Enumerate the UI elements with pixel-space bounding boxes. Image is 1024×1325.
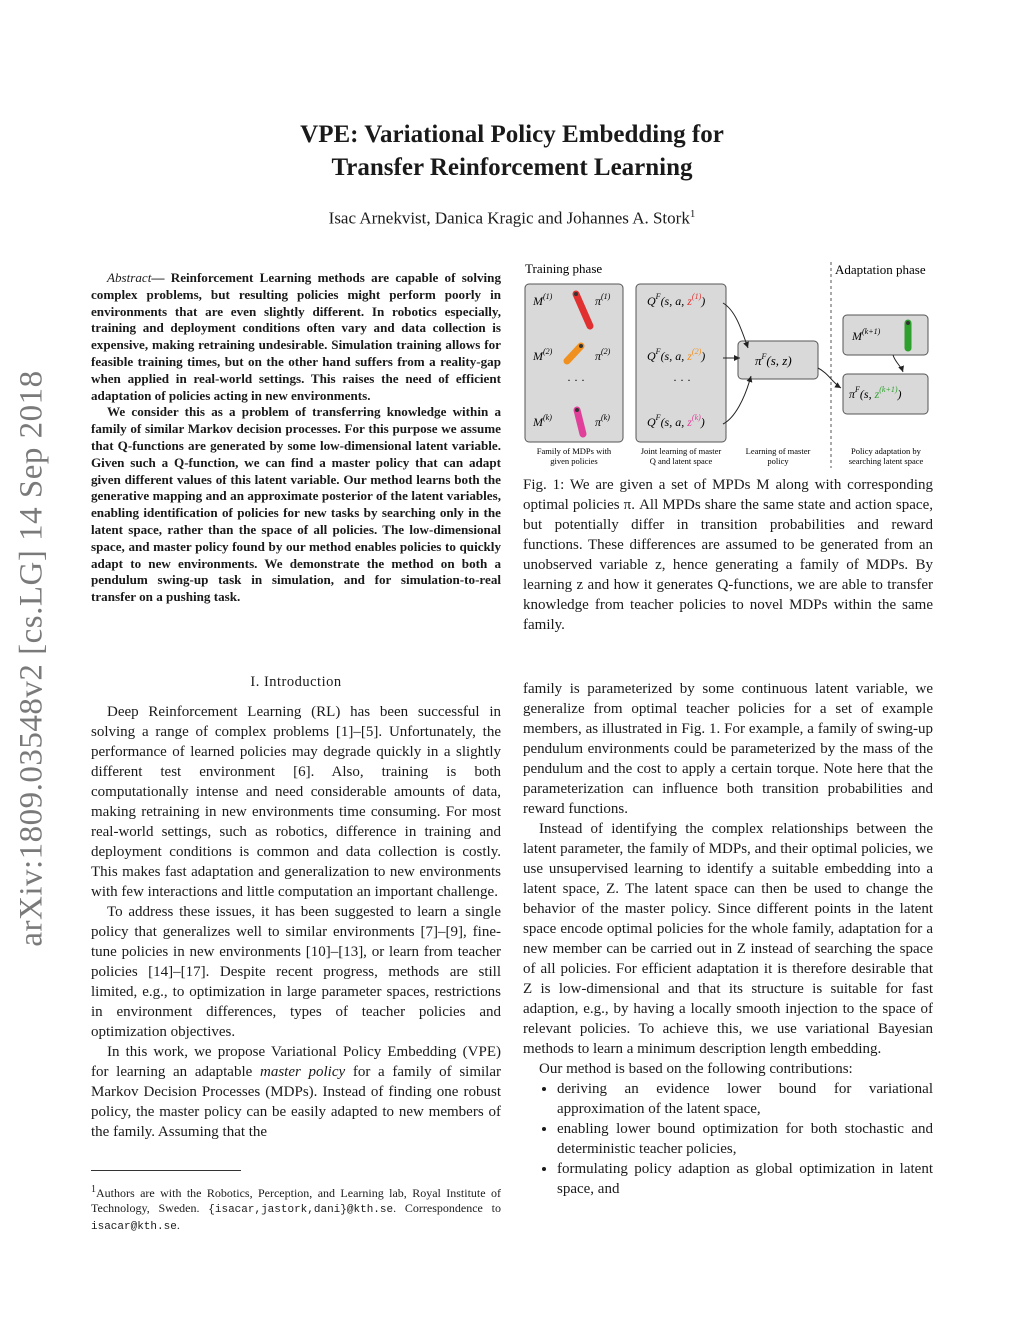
paper-title [0, 118, 1024, 184]
master-policy-label: $\pi^F(s$, z) [755, 352, 792, 368]
title-line-1: VPE: Variational Policy Embedding for [300, 121, 724, 148]
abstract-text-1: Reinforcement Learning methods are capable of solving complex problems, but resulting policies might perform poorly in environments that are even slightly different. In robotics especially, training and deployment conditions often vary and data collection is expensive, making retraining undesirable. Simulation training allows for feasible training times, but on the other hand suffers from a reality-gap when applied in real-world settings. This raises the need of efficient adaptation of policies acting in new environments. [91, 270, 501, 403]
abstract-paragraph-2: We consider this as a problem of transferring knowledge within a family of similar Markov decision processes. For this purpose we assume that Q-functions are generated by some low-dimensional latent variable. Given such a Q-function, we can find a master policy that can adapt given different values of this latent variable. Our method learns both the generative mapping and an approximate posterior of the latent variables, enabling identification of policies for new tasks by searching only in the latent space, rather than the space of all policies. The low-dimensional space, and master policy found by our method enables policies to quickly adapt to new environments. We demonstrate the method on both a pendulum swing-up task in simulation, and for simulation-to-real transfer on a pushing task. [91, 404, 501, 605]
arrow-new-mdp-to-policy [893, 355, 903, 372]
q-function-2: $Q^F(s$, a, $z^{(2)}$) [647, 347, 706, 363]
author-footnote-mark: 1 [689, 208, 696, 220]
title-line-2: Transfer Reinforcement Learning [331, 154, 693, 181]
abstract-paragraph-1 [91, 270, 501, 404]
right-paragraph-2: Instead of identifying the complex relationships between the latent parameter, the family of MDPs, and their optimal policies, we use unsupervised learning to identify a suitable embedding into a latent space, Z. The latent space can then be used to change the behavior of the master policy. Since different points in the latent space encode optimal policies for the whole family, adaptation for a new member can be carried out in Z instead of searching the space of all policies. For efficient adaptation it is therefore desirable that Z is low-dimensional and that its structure is suitable for fast adaption, e.g., by having a locally smooth injection to the space of relevant policies. To achieve this, we use variational Bayesian methods to learn a minimum description length embedding. [523, 821, 933, 1057]
policy-1-label: $\pi^{(1)}$ [595, 292, 611, 308]
mdp-k-label: $M^{(k)}$ [533, 413, 552, 429]
intro-paragraph-2: To address these issues, it has been suggested to learn a single policy that generalizes well to similar environments [7]–[9], fine-tune policies in new environments [10]–[13], or learn from teacher policies [14]–[17]. Despite recent progress, methods are still limited, e.g., to optimization in large parameter spaces, restrictions in environment differences, types of teacher policies and optimization objectives. [91, 904, 501, 1040]
contributions-list [523, 1079, 933, 1199]
arxiv-identifier: arXiv:1809.03548v2 [cs.LG] 14 Sep 2018 [13, 370, 50, 947]
intro-p3-pre: In this work, we propose Variational Policy Embedding (VPE) for learning an adaptable [91, 1044, 501, 1080]
right-paragraph-1: family is parameterized by some continuous latent variable, we generalize from optimal teacher policies for a set of example members, as illustrated in Fig. 1. For example, a family of swing-up pendulum environments could be parameterized by the mass of the pendulum and the cost to apply a certain torque. Note here that the parameterization can influence both transition probabilities and reward functions. [523, 681, 933, 817]
caption-box-4-line-1: Policy adaptation by [851, 446, 921, 456]
caption-box-1-line-2: given policies [550, 456, 598, 466]
adaptation-phase-label: Adaptation phase [835, 262, 926, 277]
mdp-k-plus-1-label: $M^{(k+1)}$ [852, 327, 881, 343]
left-column-body [91, 702, 501, 1142]
intro-paragraph-1: Deep Reinforcement Learning (RL) has been successful in solving a range of complex problems [1]–[5]. Unfortunately, the performance of learned policies may degrade quickly in a slightly different test environment [6]. Also, training is both computationally intense and need considerable amounts of data, making retraining in new environments time consuming. For most real-world settings, such as robotics, difference in training and deployment conditions is common and data collection is costly. This makes fast adaptation and generalization to new environments with few interactions and little computation an important challenge. [91, 704, 501, 900]
footnote-text-2: . Correspondence to [393, 1201, 501, 1215]
right-paragraph-3: Our method is based on the following contributions: [539, 1061, 853, 1077]
mdp-1-label: $M^{(1)}$ [533, 292, 553, 308]
footnote [91, 1182, 501, 1235]
mdp-2-label: $M^{(2)}$ [533, 347, 553, 363]
abstract-label: Abstract [107, 270, 152, 285]
caption-box-3-line-1: Learning of master [745, 446, 811, 456]
caption-box-2-line-2: Q and latent space [649, 456, 713, 466]
abstract [91, 270, 501, 606]
figure-1-caption: Fig. 1: We are given a set of MPDs M along with corresponding optimal policies π. All MPDs share the same state and action space, but potentially differ in transition probabilities and reward functions. These differences are assumed to be generated from an unobserved variable z, hence generating a family of MDPs. By learning z and how it generates Q-functions, we are able to transfer knowledge from teacher policies to novel MDPs within the same family. [523, 477, 933, 633]
footnote-divider [91, 1170, 241, 1171]
adapted-policy-label: $\pi^F(s$, $z^{(k+1)}$) [849, 385, 902, 401]
intro-p3-post: for a family of similar Markov Decision Processes (MDPs). Instead of finding one robust policy, the master policy can be easily adapted to new members of the family. Assuming that the [91, 1064, 502, 1140]
q-function-k: $Q^F(s$, a, $z^{(k)}$) [647, 413, 705, 429]
intro-p3-emphasis: master policy [259, 1064, 346, 1080]
mdp-ellipsis: · · · [567, 373, 585, 387]
adapted-policy-box [843, 374, 928, 414]
author-list [0, 208, 1024, 229]
right-column-body [523, 679, 933, 1199]
abstract-dash: — [151, 270, 165, 285]
footnote-text-3: . [176, 1218, 180, 1232]
footnote-text-1: Authors are with the Robotics, Perception, and Learning lab, Royal Institute of Technology, Sweden. [91, 1186, 501, 1215]
caption-box-2-line-1: Joint learning of master [640, 446, 722, 456]
pendulum-k-plus-1-icon [906, 321, 910, 348]
authors-text: Isac Arnekvist, Danica Kragic and Johannes A. Stork [328, 208, 690, 228]
contribution-item: • enabling lower bound optimization for both stochastic and deterministic teacher policies, [557, 1119, 933, 1159]
footnote-emails: {isacar,jastork,dani}@kth.se [208, 1204, 394, 1216]
q-ellipsis: · · · [673, 373, 691, 387]
caption-box-3-line-2: policy [767, 456, 789, 466]
policy-k-label: $\pi^{(k)}$ [595, 413, 610, 429]
policy-2-label: $\pi^{(2)}$ [595, 347, 611, 363]
q-function-1: $Q^F(s$, a, $z^{(1)}$) [647, 292, 706, 308]
contribution-item: • formulating policy adaption as global optimization in latent space, and [557, 1159, 933, 1199]
training-phase-label: Training phase [525, 261, 603, 276]
arrow-master-to-adapted [818, 368, 841, 388]
arrow-qk-to-master [723, 376, 751, 424]
intro-paragraph-3 [91, 1042, 501, 1142]
section-heading-introduction: I. Introduction [250, 674, 342, 690]
footnote-correspondence-email: isacar@kth.se [91, 1221, 177, 1233]
caption-box-4-line-2: searching latent space [848, 456, 924, 466]
footnote-mark: 1 [91, 1184, 96, 1195]
contribution-item: • deriving an evidence lower bound for variational approximation of the latent space, [557, 1079, 933, 1119]
figure-1-diagram [523, 258, 943, 473]
caption-box-1-line-1: Family of MDPs with [536, 446, 612, 456]
